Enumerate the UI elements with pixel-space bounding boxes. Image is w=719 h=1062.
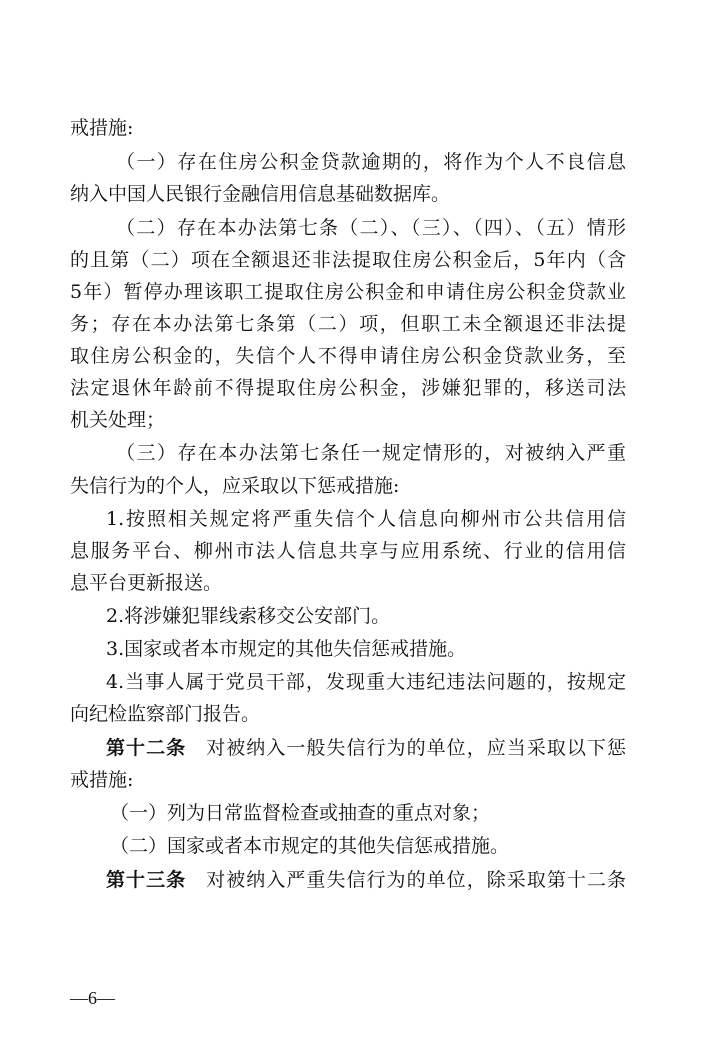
article-number: 第十二条 — [106, 737, 187, 759]
body-text-line — [70, 343, 626, 369]
body-text-line — [110, 833, 626, 859]
line-text: （三）存在本办法第七条任一规定情形的，对被纳入严重 — [116, 442, 626, 464]
body-text-line — [70, 570, 626, 596]
line-text: 机关处理； — [70, 409, 166, 431]
body-text-line — [106, 506, 626, 532]
body-text-line — [70, 181, 626, 207]
line-text: 纳入中国人民银行金融信用信息基础数据库。 — [70, 183, 451, 205]
body-text-line — [70, 115, 626, 141]
body-text-line — [70, 407, 626, 433]
body-text-line — [116, 215, 626, 241]
page-number: —6— — [70, 988, 115, 1008]
body-text-line — [70, 473, 626, 499]
line-text: 取住房公积金的，失信个人不得申请住房公积金贷款业务，至 — [70, 345, 626, 367]
line-text: 法定退休年龄前不得提取住房公积金，涉嫌犯罪的，移送司法 — [70, 377, 626, 399]
body-text-line — [70, 701, 626, 727]
line-text: 息平台更新报送。 — [70, 572, 223, 594]
line-text: 的且第（二）项在全额退还非法提取住房公积金后，5年内（含 — [70, 249, 626, 271]
line-text: 3.国家或者本市规定的其他失信惩戒措施。 — [106, 638, 467, 660]
line-text: 4.当事人属于党员干部，发现重大违纪违法问题的，按规定 — [106, 671, 626, 693]
body-text-line — [70, 375, 626, 401]
line-text: 对被纳入严重失信行为的单位，除采取第十二条 — [206, 869, 626, 891]
article-line — [106, 735, 626, 761]
body-text-line — [106, 636, 626, 662]
line-text: 息服务平台、柳州市法人信息共享与应用系统、行业的信用信 — [70, 540, 626, 562]
line-text: 向纪检监察部门报告。 — [70, 703, 261, 725]
line-text: （一）存在住房公积金贷款逾期的，将作为个人不良信息 — [116, 151, 626, 173]
line-text: （一）列为日常监督检查或抽查的重点对象； — [110, 802, 491, 824]
line-text: 戒措施: — [70, 769, 134, 791]
body-text-line — [116, 149, 626, 175]
line-text: 1.按照相关规定将严重失信个人信息向柳州市公共信用信 — [106, 508, 626, 530]
body-text-line — [110, 800, 626, 826]
line-text: （二）存在本办法第七条（二）、（三）、（四）、（五）情形 — [116, 217, 626, 239]
body-text-line — [70, 247, 626, 273]
body-text-line — [70, 767, 626, 793]
article-number: 第十三条 — [106, 869, 187, 891]
line-text: 失信行为的个人，应采取以下惩戒措施: — [70, 475, 400, 497]
article-line — [106, 867, 626, 893]
line-text: 对被纳入一般失信行为的单位，应当采取以下惩 — [206, 737, 626, 759]
line-text: （二）国家或者本市规定的其他失信惩戒措施。 — [110, 835, 510, 857]
line-text: 戒措施: — [70, 117, 134, 139]
body-text-line — [70, 538, 626, 564]
line-text: 2.将涉嫌犯罪线索移交公安部门。 — [106, 605, 391, 627]
line-text: 5年）暂停办理该职工提取住房公积金和申请住房公积金贷款业 — [70, 281, 626, 303]
line-text: 务；存在本办法第七条第（二）项，但职工未全额退还非法提 — [70, 313, 626, 335]
body-text-line — [106, 603, 626, 629]
body-text-line — [70, 311, 626, 337]
body-text-line — [106, 669, 626, 695]
body-text-line — [116, 440, 626, 466]
body-text-line — [70, 279, 626, 305]
